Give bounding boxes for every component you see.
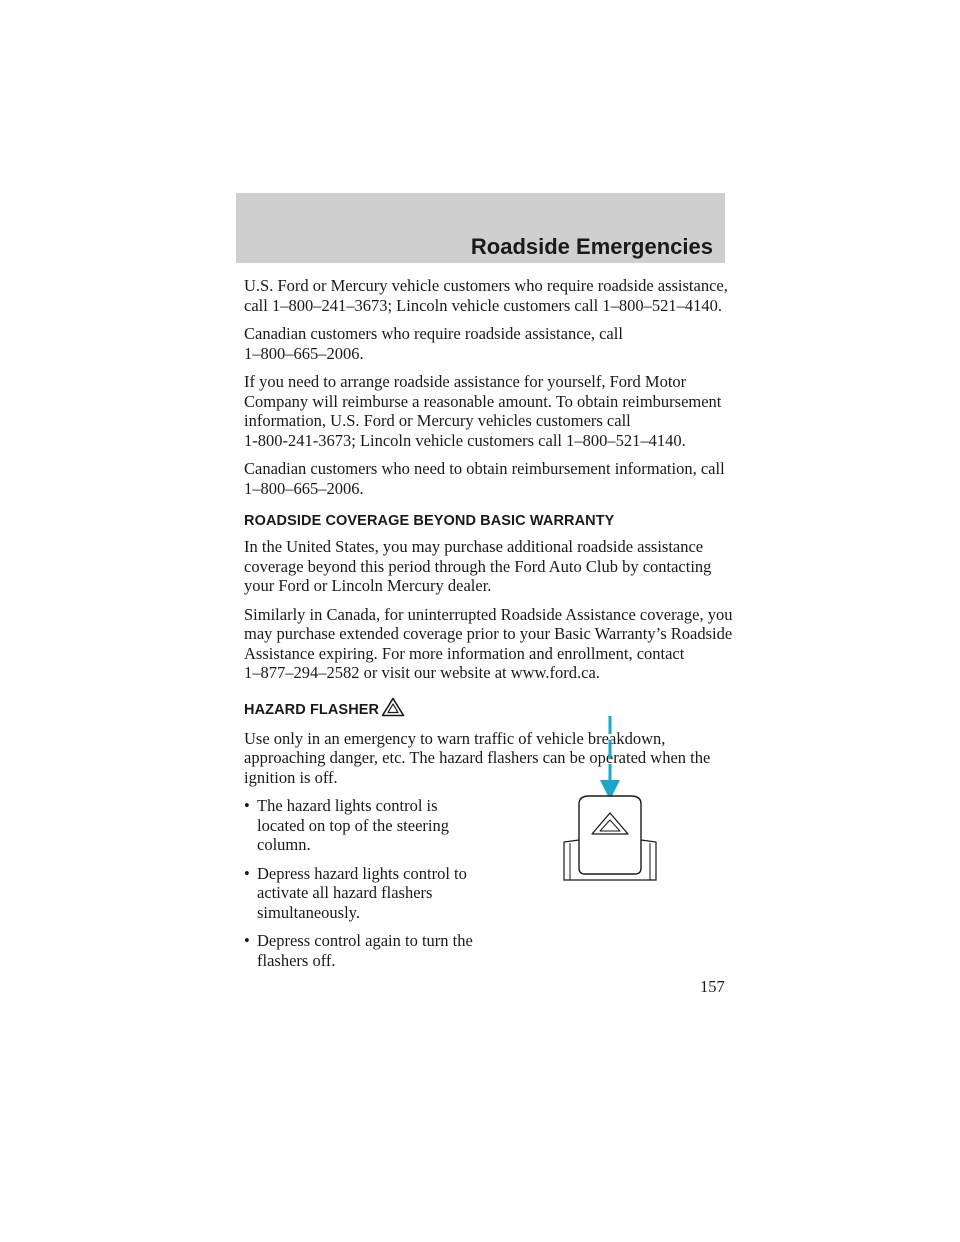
header-band <box>236 193 725 263</box>
text-line: Depress control again to turn the <box>257 931 473 950</box>
paragraph-canada-assistance <box>244 324 734 363</box>
paragraph-us-assistance <box>244 276 734 315</box>
text-line: U.S. Ford or Mercury vehicle customers who require roadside assistance, <box>244 276 728 295</box>
text-line: In the United States, you may purchase additional roadside assistance <box>244 537 704 556</box>
text-line: may purchase extended coverage prior to your Basic Warranty’s Roadside <box>244 624 733 643</box>
text-line: 1–800–665–2006. <box>244 343 364 363</box>
text-line: column. <box>257 835 311 854</box>
text-line: approaching danger, etc. The hazard flashers can be operated when the <box>244 748 711 767</box>
page-number: 157 <box>700 977 725 996</box>
text-line: Similarly in Canada, for uninterrupted Roadside Assistance coverage, you <box>244 604 733 624</box>
text-line: 1-800-241-3673; Lincoln vehicle customers call 1–800–521–4140. <box>244 430 686 450</box>
text-line: Canadian customers who require roadside assistance, call <box>244 324 623 343</box>
paragraph-us-coverage <box>244 537 734 596</box>
text-line: Use only in an emergency to warn traffic of vehicle breakdown, <box>244 728 666 748</box>
text-line: 1–877–294–2582 or visit our website at www.ford.ca. <box>244 663 600 682</box>
heading-roadside-coverage: ROADSIDE COVERAGE BEYOND BASIC WARRANTY <box>244 513 615 529</box>
page-section-title: Roadside Emergencies <box>470 234 713 259</box>
text-line: Canadian customers who need to obtain reimbursement information, call <box>244 459 725 478</box>
text-line: Assistance expiring. For more information and enrollment, contact <box>244 643 685 663</box>
hazard-triangle-icon <box>381 697 405 723</box>
hazard-button-icon <box>564 796 656 880</box>
bullet-dot: • <box>244 863 250 883</box>
paragraph-canada-coverage <box>244 605 734 683</box>
text-line: 1–800–665–2006. <box>244 478 364 498</box>
text-line: your Ford or Lincoln Mercury dealer. <box>244 576 492 595</box>
paragraph-reimbursement <box>244 372 734 450</box>
heading-hazard-flasher-text: HAZARD FLASHER <box>244 701 380 718</box>
text-line: coverage beyond this period through the Ford Auto Club by contacting <box>244 556 712 576</box>
text-line: information, U.S. Ford or Mercury vehicles customers call <box>244 411 631 430</box>
hazard-button-illustration <box>556 712 664 884</box>
bullet-dot: • <box>244 931 250 950</box>
bullet-dot: • <box>244 796 250 815</box>
text-line: simultaneously. <box>257 902 360 922</box>
text-line: If you need to arrange roadside assistance for yourself, Ford Motor <box>244 372 687 391</box>
text-line: located on top of the steering <box>257 815 449 835</box>
text-line: The hazard lights control is <box>257 796 438 815</box>
paragraph-canada-reimbursement <box>244 459 734 498</box>
text-line: Depress hazard lights control to <box>257 863 467 883</box>
list-item <box>244 931 734 970</box>
text-line: ignition is off. <box>244 767 338 787</box>
text-line: activate all hazard flashers <box>257 883 433 902</box>
text-line: Company will reimburse a reasonable amount. To obtain reimbursement <box>244 391 722 411</box>
arrow-down-icon <box>600 716 620 800</box>
text-line: call 1–800–241–3673; Lincoln vehicle customers call 1–800–521–4140. <box>244 295 722 315</box>
text-line: flashers off. <box>257 950 336 970</box>
